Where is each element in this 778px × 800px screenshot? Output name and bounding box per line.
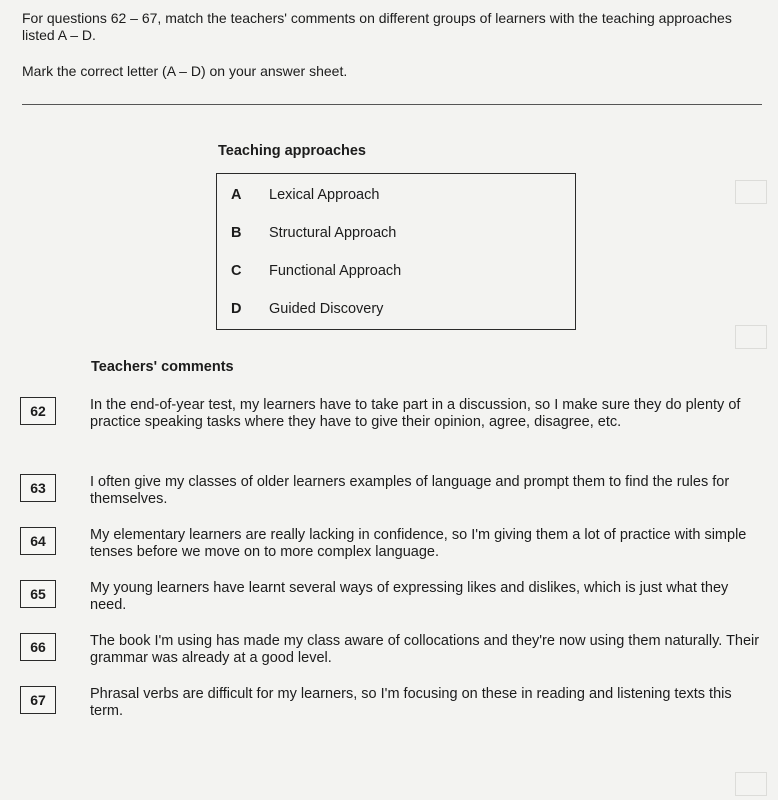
question-number-box: 66 [20,633,56,661]
approach-label: Guided Discovery [269,301,384,317]
comment-text: My elementary learners are really lacking in confidence, so I'm giving them a lot of practice with simple tenses before we move on to more complex language. [90,527,747,560]
show-through-mark [735,325,767,349]
approach-label: Structural Approach [269,225,397,241]
approach-label: Lexical Approach [269,187,380,203]
approach-row [231,187,379,203]
show-through-mark [735,772,767,796]
instruction-line-2: Mark the correct letter (A – D) on your answer sheet. [22,63,348,79]
approach-label: Functional Approach [269,263,402,279]
comment-text: My young learners have learnt several ways of expressing likes and dislikes, which is just what they need. [90,580,729,613]
show-through-mark [735,180,767,204]
divider [22,104,762,105]
approach-row [231,263,401,279]
approach-letter: D [231,301,242,317]
question-number-box: 67 [20,686,56,714]
question-number-box: 64 [20,527,56,555]
comment-text: The book I'm using has made my class aware of collocations and they're now using them naturally. Their grammar was already at a good level. [90,633,760,666]
approaches-box [216,173,576,330]
approach-letter: C [231,263,242,279]
approaches-title: Teaching approaches [218,143,366,159]
approach-row [231,225,396,241]
comments-title: Teachers' comments [91,359,234,375]
question-number-box: 63 [20,474,56,502]
approach-row [231,301,383,317]
instructions [22,10,742,99]
approach-letter: B [231,225,242,241]
question-number-box: 65 [20,580,56,608]
comment-text: In the end-of-year test, my learners have to take part in a discussion, so I make sure they do plenty of practice speaking tasks where they have to give their opinion, agree, disagree, etc. [90,397,741,430]
comment-text: I often give my classes of older learners examples of language and prompt them to find the rules for themselves. [90,474,730,507]
comment-text: Phrasal verbs are difficult for my learners, so I'm focusing on these in reading and listening texts this term. [90,686,732,719]
instruction-line-1: For questions 62 – 67, match the teachers' comments on different groups of learners with the teaching approaches listed A – D. [22,10,732,43]
question-number-box: 62 [20,397,56,425]
approach-letter: A [231,187,242,203]
